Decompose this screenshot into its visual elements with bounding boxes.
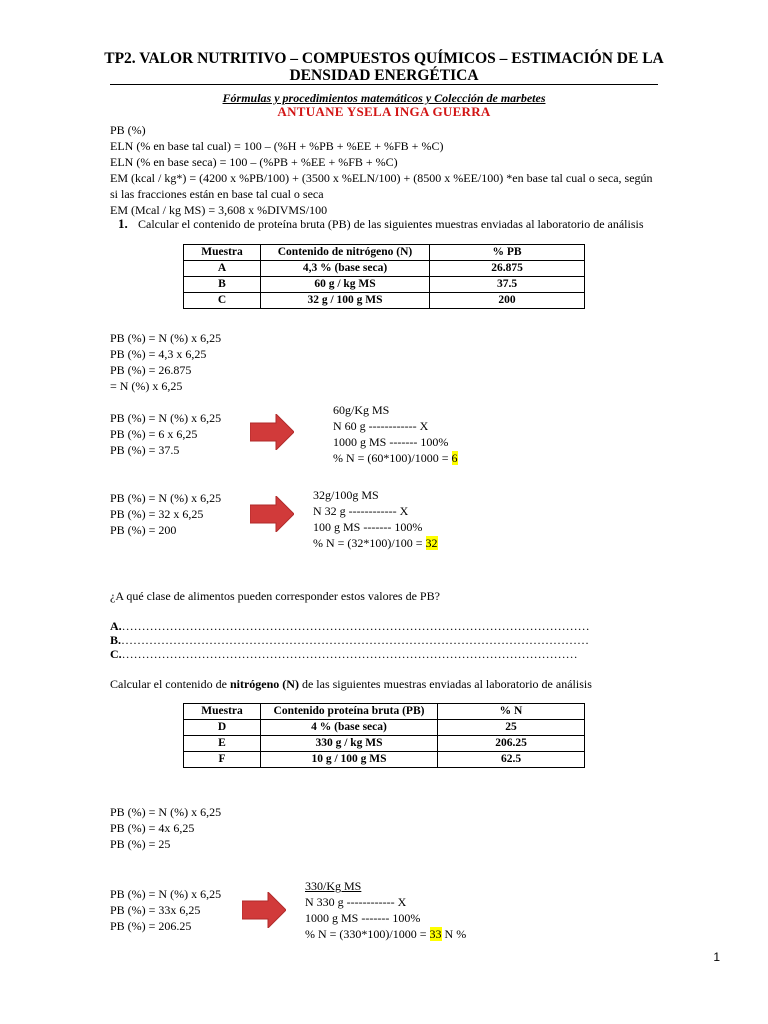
conversion-c <box>313 487 438 551</box>
question-1-number: 1. <box>118 216 128 231</box>
table-cell: B <box>184 277 261 293</box>
conv-line: N 330 g ------------ X <box>305 895 407 909</box>
table-cell: F <box>184 752 261 768</box>
document-title <box>98 50 670 84</box>
formula-eln-tal-cual: ELN (% en base tal cual) = 100 – (%H + %PB + %EE + %FB + %C) <box>110 139 444 153</box>
q2-text-post: de las siguientes muestras enviadas al laboratorio de análisis <box>298 677 592 691</box>
table-cell: 60 g / kg MS <box>261 277 430 293</box>
table-row <box>184 261 585 277</box>
conv-result-line <box>333 450 458 466</box>
highlighted-result: 6 <box>451 451 458 465</box>
answer-label: B. <box>110 633 122 647</box>
formula-em-kcal: EM (kcal / kg*) = (4200 x %PB/100) + (3500 x %ELN/100) + (8500 x %EE/100) *en base tal cual o seca, según si las fracciones están en base tal cual o seca <box>110 171 653 201</box>
calc-line: PB (%) = 32 x 6,25 <box>110 507 204 521</box>
formula-em-mcal: EM (Mcal / kg MS) = 3,608 x %DIVMS/100 <box>110 203 328 217</box>
table-cell: A <box>184 261 261 277</box>
question-2-text <box>110 676 592 692</box>
conv-line: 1000 g MS ------- 100% <box>333 435 449 449</box>
calc-line: PB (%) = 206.25 <box>110 919 192 933</box>
table-header-row <box>184 245 585 261</box>
calc-d <box>110 804 221 852</box>
author-name: ANTUANE YSELA INGA GUERRA <box>277 104 491 119</box>
conv-unit: N % <box>441 927 467 941</box>
answer-c <box>110 646 578 662</box>
calc-line: PB (%) = N (%) x 6,25 <box>110 331 222 345</box>
highlighted-result: 33 <box>429 927 442 941</box>
calc-line: PB (%) = 4x 6,25 <box>110 821 195 835</box>
answer-label: A. <box>110 619 122 633</box>
conversion-b <box>333 402 458 466</box>
q2-text-pre: Calcular el contenido de <box>110 677 230 691</box>
calc-a <box>110 330 221 394</box>
calc-c <box>110 490 221 538</box>
table-cell: D <box>184 720 261 736</box>
calc-line: PB (%) = 37.5 <box>110 443 180 457</box>
table-nitrogen <box>183 244 585 309</box>
calc-b <box>110 410 221 458</box>
column-header: Muestra <box>184 704 261 720</box>
formula-pb: PB (%) <box>110 123 146 137</box>
calc-line: PB (%) = N (%) x 6,25 <box>110 887 222 901</box>
column-header: % PB <box>430 245 585 261</box>
header-rule <box>110 84 658 85</box>
question-food-class: ¿A qué clase de alimentos pueden corresponder estos valores de PB? <box>110 589 440 603</box>
table-cell: 330 g / kg MS <box>261 736 438 752</box>
column-header: % N <box>438 704 585 720</box>
table-cell: 26.875 <box>430 261 585 277</box>
table-cell: 25 <box>438 720 585 736</box>
table-cell: 4,3 % (base seca) <box>261 261 430 277</box>
table-cell: 37.5 <box>430 277 585 293</box>
calc-line: PB (%) = 200 <box>110 523 177 537</box>
answer-blank: ……………………………………………………………………………………………………… <box>121 633 590 647</box>
q2-text-bold: nitrógeno (N) <box>229 677 299 691</box>
table-cell: 200 <box>430 293 585 309</box>
table-protein <box>183 703 585 768</box>
table-row <box>184 720 585 736</box>
formula-eln-seca: ELN (% en base seca) = 100 – (%PB + %EE + %FB + %C) <box>110 155 398 169</box>
conv-line: 1000 g MS ------- 100% <box>305 911 421 925</box>
right-arrow-icon <box>242 892 286 928</box>
calc-line: PB (%) = N (%) x 6,25 <box>110 411 222 425</box>
calc-line: PB (%) = 25 <box>110 837 171 851</box>
table-cell: 32 g / 100 g MS <box>261 293 430 309</box>
conv-line: 32g/100g MS <box>313 488 379 502</box>
calc-line: PB (%) = N (%) x 6,25 <box>110 805 222 819</box>
conv-line: 330/Kg MS <box>305 879 362 893</box>
column-header: Contenido proteína bruta (PB) <box>261 704 438 720</box>
answer-label: C. <box>110 647 122 661</box>
table-header-row <box>184 704 585 720</box>
page-number: 1 <box>713 950 720 964</box>
conv-result-line <box>305 926 466 942</box>
table-row <box>184 736 585 752</box>
question-1-text: Calcular el contenido de proteína bruta (PB) de las siguientes muestras enviadas al laboratorio de análisis <box>138 217 644 231</box>
calc-line: PB (%) = 4,3 x 6,25 <box>110 347 207 361</box>
table-cell: 4 % (base seca) <box>261 720 438 736</box>
calc-e <box>110 886 221 934</box>
table-cell: 62.5 <box>438 752 585 768</box>
table-cell: 206.25 <box>438 736 585 752</box>
answer-blank: …………………………………………………………………………………………………… <box>121 647 578 661</box>
calc-line: PB (%) = N (%) x 6,25 <box>110 491 222 505</box>
calc-line: = N (%) x 6,25 <box>110 379 183 393</box>
conv-formula: % N = (32*100)/100 = <box>313 536 426 550</box>
table-row <box>184 277 585 293</box>
calc-line: PB (%) = 26.875 <box>110 363 192 377</box>
right-arrow-icon <box>250 496 294 532</box>
conv-line: 100 g MS ------- 100% <box>313 520 423 534</box>
conv-result-line <box>313 535 438 551</box>
conv-line: 60g/Kg MS <box>333 403 390 417</box>
title-line-2: DENSIDAD ENERGÉTICA <box>289 67 479 84</box>
table-row <box>184 752 585 768</box>
title-line-1: TP2. VALOR NUTRITIVO – COMPUESTOS QUÍMICOS – ESTIMACIÓN DE LA <box>104 50 664 67</box>
table-cell: C <box>184 293 261 309</box>
calc-line: PB (%) = 33x 6,25 <box>110 903 201 917</box>
column-header: Muestra <box>184 245 261 261</box>
conv-formula: % N = (60*100)/1000 = <box>333 451 452 465</box>
calc-line: PB (%) = 6 x 6,25 <box>110 427 198 441</box>
answer-blank: ……………………………………………………………………………………………………… <box>121 619 590 633</box>
conv-line: N 60 g ------------ X <box>333 419 429 433</box>
conv-formula: % N = (330*100)/1000 = <box>305 927 430 941</box>
document-subtitle: Fórmulas y procedimientos matemáticos y Colección de marbetes <box>222 91 546 105</box>
conv-line: N 32 g ------------ X <box>313 504 409 518</box>
column-header: Contenido de nitrógeno (N) <box>261 245 430 261</box>
table-row <box>184 293 585 309</box>
right-arrow-icon <box>250 414 294 450</box>
highlighted-result: 32 <box>425 536 438 550</box>
conversion-e <box>305 878 466 942</box>
table-cell: 10 g / 100 g MS <box>261 752 438 768</box>
table-cell: E <box>184 736 261 752</box>
